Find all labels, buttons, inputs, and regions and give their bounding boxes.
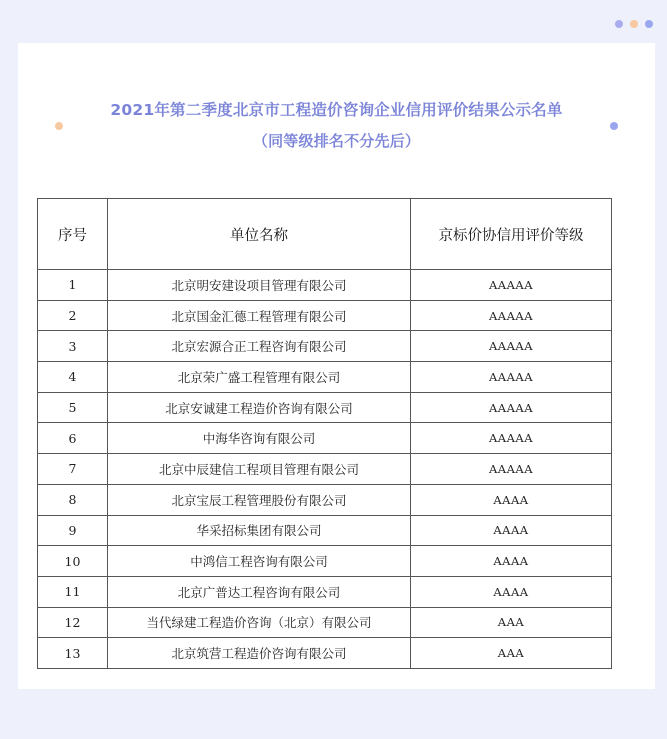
row-credit-grade: AAAA [411,576,612,607]
row-credit-grade: AAAAA [411,270,612,301]
row-credit-grade: AAA [411,607,612,638]
table-row [38,576,612,607]
table-row [38,300,612,331]
row-credit-grade: AAAA [411,515,612,546]
row-number: 5 [38,392,108,423]
row-number: 8 [38,484,108,515]
row-credit-grade: AAAAA [411,392,612,423]
row-credit-grade: AAAAA [411,454,612,485]
row-number: 10 [38,546,108,577]
row-company-name: 北京荣广盛工程管理有限公司 [108,362,411,393]
row-number: 11 [38,576,108,607]
row-company-name: 北京中辰建信工程项目管理有限公司 [108,454,411,485]
row-credit-grade: AAAA [411,484,612,515]
page-title: 2021年第二季度北京市工程造价咨询企业信用评价结果公示名单 [110,101,563,119]
table-row [38,270,612,301]
table-row [38,392,612,423]
row-company-name: 中海华咨询有限公司 [108,423,411,454]
row-company-name: 北京明安建设项目管理有限公司 [108,270,411,301]
table-row [38,484,612,515]
row-number: 2 [38,300,108,331]
row-company-name: 北京安诚建工程造价咨询有限公司 [108,392,411,423]
table-row [38,546,612,577]
table-row [38,423,612,454]
header-number: 序号 [38,199,108,270]
rating-table [37,198,612,669]
row-number: 1 [38,270,108,301]
table-row [38,331,612,362]
row-number: 4 [38,362,108,393]
row-company-name: 北京广普达工程咨询有限公司 [108,576,411,607]
window-dots [615,20,653,28]
document-card [18,43,655,689]
row-credit-grade: AAAA [411,546,612,577]
row-credit-grade: AAAAA [411,423,612,454]
row-number: 6 [38,423,108,454]
dot-blue-icon [645,20,653,28]
row-company-name: 当代绿建工程造价咨询（北京）有限公司 [108,607,411,638]
table-body [38,270,612,669]
dot-orange-icon [630,20,638,28]
row-credit-grade: AAAAA [411,331,612,362]
page-subtitle: （同等级排名不分先后） [252,132,421,150]
row-credit-grade: AAA [411,638,612,669]
row-credit-grade: AAAAA [411,362,612,393]
row-number: 13 [38,638,108,669]
table-row [38,515,612,546]
row-company-name: 北京筑营工程造价咨询有限公司 [108,638,411,669]
header-credit-grade: 京标价协信用评价等级 [411,199,612,270]
table-header-row [38,199,612,270]
dot-purple-icon [615,20,623,28]
row-company-name: 华采招标集团有限公司 [108,515,411,546]
table-row [38,607,612,638]
row-number: 12 [38,607,108,638]
row-company-name: 北京国金汇德工程管理有限公司 [108,300,411,331]
table-row [38,638,612,669]
row-number: 3 [38,331,108,362]
decor-dot-right-icon [610,122,618,130]
row-number: 9 [38,515,108,546]
row-company-name: 北京宝辰工程管理股份有限公司 [108,484,411,515]
row-company-name: 中鸿信工程咨询有限公司 [108,546,411,577]
row-company-name: 北京宏源合正工程咨询有限公司 [108,331,411,362]
table-row [38,454,612,485]
header-company-name: 单位名称 [108,199,411,270]
row-credit-grade: AAAAA [411,300,612,331]
row-number: 7 [38,454,108,485]
table-row [38,362,612,393]
decor-dot-left-icon [55,122,63,130]
